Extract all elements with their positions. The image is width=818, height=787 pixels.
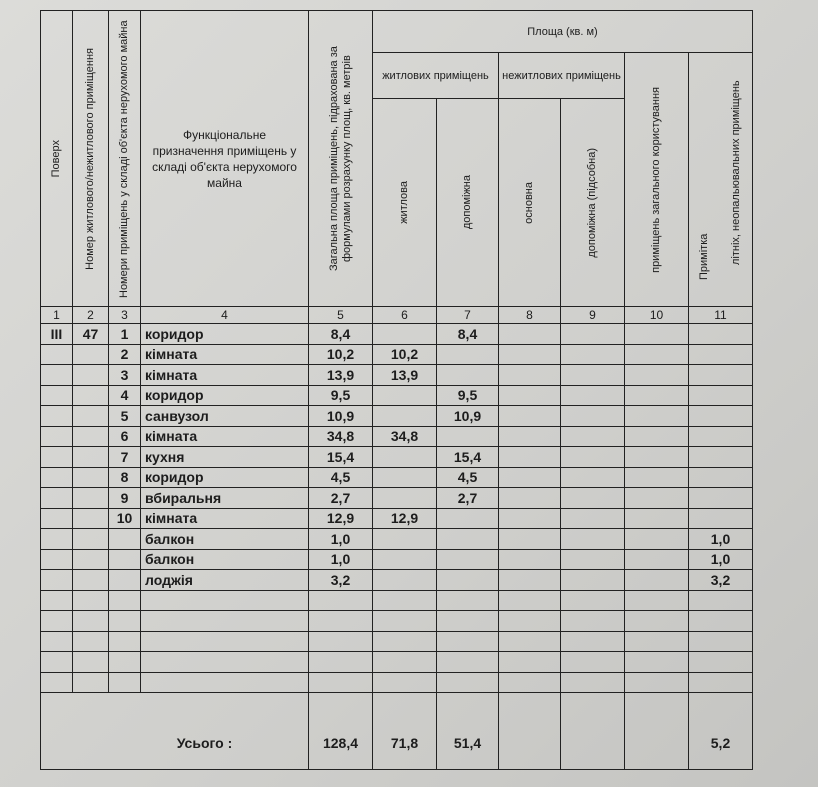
table-cell <box>561 385 625 406</box>
table-cell <box>73 529 109 550</box>
table-cell <box>689 611 753 632</box>
table-row <box>41 590 753 611</box>
header-living-aux: допоміжна <box>437 99 499 307</box>
table-cell <box>561 406 625 427</box>
table-cell <box>561 652 625 673</box>
table-cell: 10,9 <box>309 406 373 427</box>
table-cell <box>561 672 625 693</box>
table-cell <box>109 652 141 673</box>
table-cell <box>41 344 73 365</box>
table-cell <box>41 570 73 591</box>
table-cell: 10,2 <box>309 344 373 365</box>
table-cell: 47 <box>73 324 109 345</box>
total-area: 128,4 <box>309 693 373 770</box>
table-cell <box>499 529 561 550</box>
table-cell <box>689 385 753 406</box>
table-cell <box>309 611 373 632</box>
header-floor: Поверх <box>41 11 73 307</box>
table-cell <box>561 488 625 509</box>
header-function: Функціональне призначення приміщень у складі об'єкта нерухомого майна <box>141 11 309 307</box>
table-cell <box>499 324 561 345</box>
table-cell <box>437 549 499 570</box>
table-cell <box>41 467 73 488</box>
table-cell: кухня <box>141 447 309 468</box>
table-row <box>41 549 753 570</box>
table-cell <box>437 631 499 652</box>
table-cell <box>689 324 753 345</box>
table-cell <box>73 590 109 611</box>
header-area: Площа (кв. м) <box>373 11 753 53</box>
table-row <box>41 426 753 447</box>
table-cell: 8 <box>109 467 141 488</box>
column-number: 4 <box>141 307 309 324</box>
table-cell <box>625 447 689 468</box>
table-cell <box>499 406 561 427</box>
table-cell <box>499 426 561 447</box>
table-cell <box>309 672 373 693</box>
table-cell <box>73 508 109 529</box>
table-cell: 13,9 <box>373 365 437 386</box>
table-cell <box>437 529 499 550</box>
table-cell <box>41 652 73 673</box>
table-cell <box>689 488 753 509</box>
table-cell <box>625 426 689 447</box>
table-cell <box>499 652 561 673</box>
table-row <box>41 508 753 529</box>
table-cell <box>41 508 73 529</box>
table-cell <box>141 672 309 693</box>
table-cell <box>73 631 109 652</box>
table-cell <box>373 611 437 632</box>
table-cell: 1,0 <box>689 549 753 570</box>
table-cell: лоджія <box>141 570 309 591</box>
table-cell <box>73 406 109 427</box>
explication-table <box>40 10 753 770</box>
table-cell <box>373 324 437 345</box>
table-cell <box>625 488 689 509</box>
table-cell <box>625 365 689 386</box>
table-cell: вбиральня <box>141 488 309 509</box>
table-cell <box>309 631 373 652</box>
table-cell: кімната <box>141 344 309 365</box>
table-cell <box>499 508 561 529</box>
table-cell <box>689 344 753 365</box>
table-cell <box>373 672 437 693</box>
table-cell: 12,9 <box>373 508 437 529</box>
header-common-use: приміщень загального користування <box>625 53 689 307</box>
table-cell: 3,2 <box>309 570 373 591</box>
table-cell <box>561 467 625 488</box>
table-cell <box>41 590 73 611</box>
table-cell: коридор <box>141 385 309 406</box>
table-cell <box>689 426 753 447</box>
table-cell: 34,8 <box>309 426 373 447</box>
total-living: 71,8 <box>373 693 437 770</box>
table-cell: кімната <box>141 365 309 386</box>
table-cell <box>41 549 73 570</box>
table-cell <box>373 406 437 427</box>
table-cell <box>499 570 561 591</box>
table-cell <box>437 344 499 365</box>
table-cell <box>73 467 109 488</box>
table-cell <box>625 570 689 591</box>
table-cell <box>141 611 309 632</box>
table-cell: III <box>41 324 73 345</box>
header-nonliving-main: основна <box>499 99 561 307</box>
table-cell <box>109 611 141 632</box>
table-cell: 1,0 <box>689 529 753 550</box>
table-cell: 1 <box>109 324 141 345</box>
table-cell <box>373 590 437 611</box>
table-cell <box>689 672 753 693</box>
table-cell <box>41 406 73 427</box>
table-cell <box>499 631 561 652</box>
table-cell: 3,2 <box>689 570 753 591</box>
table-cell <box>437 672 499 693</box>
table-cell <box>561 549 625 570</box>
table-cell <box>689 631 753 652</box>
table-cell: 12,9 <box>309 508 373 529</box>
table-cell <box>499 344 561 365</box>
column-number: 5 <box>309 307 373 324</box>
table-row <box>41 488 753 509</box>
table-row <box>41 611 753 632</box>
table-cell <box>141 652 309 673</box>
table-cell <box>73 365 109 386</box>
table-cell <box>109 570 141 591</box>
table-cell <box>499 549 561 570</box>
table-cell: 4,5 <box>309 467 373 488</box>
table-cell: 8,4 <box>309 324 373 345</box>
table-cell <box>625 549 689 570</box>
table-cell <box>373 385 437 406</box>
column-number: 6 <box>373 307 437 324</box>
table-cell: 13,9 <box>309 365 373 386</box>
table-cell <box>561 611 625 632</box>
table-cell <box>625 672 689 693</box>
table-row <box>41 529 753 550</box>
table-cell: санвузол <box>141 406 309 427</box>
table-cell: 9 <box>109 488 141 509</box>
table-cell: 15,4 <box>437 447 499 468</box>
table-cell <box>73 672 109 693</box>
header-total-area: Загальна площа приміщень, підрахована за формулами розрахунку площ, кв. метрів <box>309 11 373 307</box>
table-cell <box>73 447 109 468</box>
table-row <box>41 324 753 345</box>
table-cell <box>41 529 73 550</box>
table-cell <box>437 611 499 632</box>
table-cell <box>561 631 625 652</box>
table-cell: 2,7 <box>309 488 373 509</box>
table-row <box>41 570 753 591</box>
table-cell <box>373 467 437 488</box>
table-cell <box>499 447 561 468</box>
table-cell: 3 <box>109 365 141 386</box>
table-cell <box>689 406 753 427</box>
table-row <box>41 652 753 673</box>
table-cell <box>109 529 141 550</box>
table-cell <box>73 611 109 632</box>
table-cell <box>625 631 689 652</box>
table-cell: 2 <box>109 344 141 365</box>
table-cell: коридор <box>141 467 309 488</box>
column-number: 11 <box>689 307 753 324</box>
table-cell: балкон <box>141 529 309 550</box>
table-cell: 5 <box>109 406 141 427</box>
table-cell <box>561 529 625 550</box>
header-summer-note: Примітка літніх, неопальювальних приміщень <box>689 53 753 307</box>
table-cell <box>73 488 109 509</box>
table-cell <box>625 590 689 611</box>
table-cell <box>437 590 499 611</box>
total-empty <box>561 693 625 770</box>
table-cell <box>41 672 73 693</box>
table-cell <box>141 631 309 652</box>
table-cell <box>689 467 753 488</box>
table-cell <box>73 385 109 406</box>
table-cell <box>73 344 109 365</box>
table-cell <box>41 631 73 652</box>
column-number: 10 <box>625 307 689 324</box>
table-cell <box>689 652 753 673</box>
table-cell: 10 <box>109 508 141 529</box>
table-cell <box>141 590 309 611</box>
table-cell <box>41 447 73 468</box>
table-cell: 6 <box>109 426 141 447</box>
column-number: 7 <box>437 307 499 324</box>
table-cell <box>41 488 73 509</box>
table-row <box>41 672 753 693</box>
table-row <box>41 467 753 488</box>
table-cell <box>561 447 625 468</box>
column-number: 9 <box>561 307 625 324</box>
table-cell <box>373 570 437 591</box>
table-cell: 4 <box>109 385 141 406</box>
table-cell: кімната <box>141 426 309 447</box>
table-cell <box>109 549 141 570</box>
table-cell <box>499 385 561 406</box>
table-cell <box>373 529 437 550</box>
table-cell: 1,0 <box>309 529 373 550</box>
total-empty <box>499 693 561 770</box>
table-cell: коридор <box>141 324 309 345</box>
table-cell <box>625 467 689 488</box>
table-cell: кімната <box>141 508 309 529</box>
table-cell: 2,7 <box>437 488 499 509</box>
table-cell <box>625 324 689 345</box>
table-cell <box>109 672 141 693</box>
table-row <box>41 631 753 652</box>
table-cell: 10,9 <box>437 406 499 427</box>
table-cell <box>373 652 437 673</box>
table-cell <box>561 508 625 529</box>
table-cell <box>437 426 499 447</box>
header-nonliving-aux: допоміжна (підсобна) <box>561 99 625 307</box>
table-cell <box>373 488 437 509</box>
total-label: Усього : <box>41 693 309 770</box>
table-cell <box>561 590 625 611</box>
table-cell <box>499 611 561 632</box>
table-cell: 7 <box>109 447 141 468</box>
table-cell: 9,5 <box>309 385 373 406</box>
table-cell <box>41 611 73 632</box>
table-cell <box>561 365 625 386</box>
table-cell: 10,2 <box>373 344 437 365</box>
table-cell: 9,5 <box>437 385 499 406</box>
table-cell <box>499 672 561 693</box>
table-cell <box>373 549 437 570</box>
table-cell <box>41 426 73 447</box>
column-number: 2 <box>73 307 109 324</box>
header-living: житлових приміщень <box>373 53 499 99</box>
table-cell: 34,8 <box>373 426 437 447</box>
table-cell <box>73 426 109 447</box>
table-cell <box>625 344 689 365</box>
table-cell <box>499 467 561 488</box>
table-cell <box>499 488 561 509</box>
column-number: 3 <box>109 307 141 324</box>
table-cell <box>109 631 141 652</box>
table-cell <box>309 652 373 673</box>
table-cell <box>561 324 625 345</box>
table-cell: 1,0 <box>309 549 373 570</box>
header-nonliving: нежитлових приміщень <box>499 53 625 99</box>
table-cell <box>437 365 499 386</box>
table-cell <box>625 529 689 550</box>
table-row <box>41 365 753 386</box>
table-cell <box>73 652 109 673</box>
table-row <box>41 406 753 427</box>
table-cell <box>41 385 73 406</box>
column-number: 8 <box>499 307 561 324</box>
table-cell <box>373 631 437 652</box>
table-cell <box>373 447 437 468</box>
table-cell <box>625 652 689 673</box>
table-cell <box>625 611 689 632</box>
table-cell <box>561 570 625 591</box>
table-cell <box>689 590 753 611</box>
header-premises-number: Номер житлового/нежитлового приміщення <box>73 11 109 307</box>
table-cell <box>625 508 689 529</box>
total-aux: 51,4 <box>437 693 499 770</box>
table-row <box>41 344 753 365</box>
table-cell: 8,4 <box>437 324 499 345</box>
table-row <box>41 385 753 406</box>
table-cell: балкон <box>141 549 309 570</box>
table-cell <box>625 406 689 427</box>
table-cell: 15,4 <box>309 447 373 468</box>
table-cell <box>309 590 373 611</box>
table-row <box>41 447 753 468</box>
header-living-main: житлова <box>373 99 437 307</box>
table-cell: 4,5 <box>437 467 499 488</box>
table-cell <box>41 365 73 386</box>
table-cell <box>561 344 625 365</box>
table-cell <box>499 590 561 611</box>
table-cell <box>499 365 561 386</box>
table-cell <box>73 549 109 570</box>
header-room-numbers: Номери приміщень у складі об'єкта нерухомого майна <box>109 11 141 307</box>
table-cell <box>437 570 499 591</box>
total-summer: 5,2 <box>689 693 753 770</box>
table-cell <box>437 508 499 529</box>
total-empty <box>625 693 689 770</box>
table-cell <box>689 508 753 529</box>
table-cell <box>561 426 625 447</box>
table-cell <box>109 590 141 611</box>
column-number: 1 <box>41 307 73 324</box>
table-cell <box>689 447 753 468</box>
table-cell <box>73 570 109 591</box>
table-cell <box>689 365 753 386</box>
table-cell <box>437 652 499 673</box>
table-cell <box>625 385 689 406</box>
